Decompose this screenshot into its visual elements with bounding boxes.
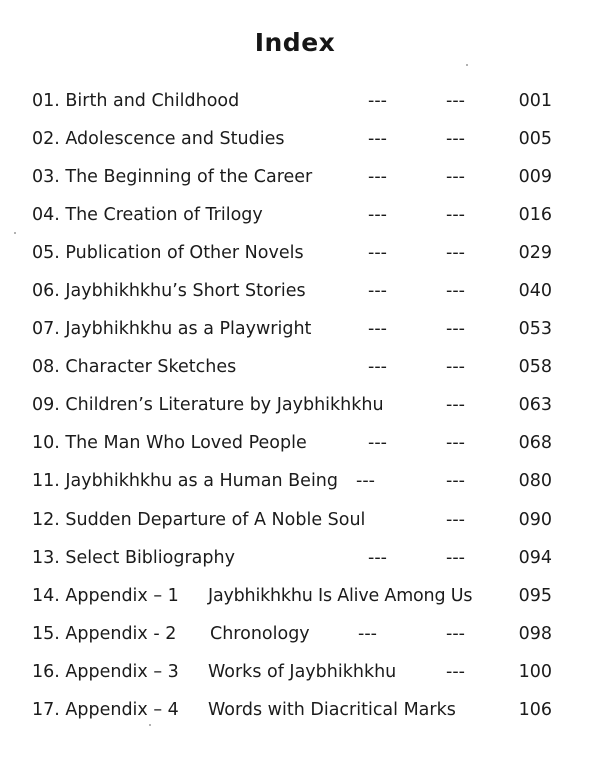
toc-entry (32, 202, 562, 240)
toc-page-number: 068 (518, 433, 552, 454)
toc-entry (32, 621, 562, 659)
toc-leader: --- (446, 319, 465, 340)
toc-leader: --- (368, 167, 387, 188)
toc-entry-title: 13. Select Bibliography (32, 547, 235, 568)
toc-leader: --- (368, 91, 387, 111)
toc-page-number: 090 (518, 509, 552, 530)
toc-entry (32, 126, 562, 164)
toc-entry (32, 164, 562, 202)
toc-page-number: 001 (518, 91, 552, 111)
toc-entry-title: 05. Publication of Other Novels (32, 243, 304, 264)
toc-page-number: 063 (518, 395, 552, 416)
toc-entry-subtitle: Words with Diacritical Marks (208, 699, 456, 720)
toc-leader: --- (368, 205, 387, 226)
toc-entry-subtitle: Jaybhikhkhu Is Alive Among Us (208, 585, 473, 606)
toc-entry (32, 507, 562, 545)
toc-entry-title: 16. Appendix – 3 (32, 661, 179, 682)
table-of-contents (32, 88, 562, 735)
toc-leader: --- (368, 243, 387, 264)
toc-entry-subtitle: Works of Jaybhikhkhu (208, 661, 397, 682)
toc-entry (32, 659, 562, 697)
toc-leader: --- (368, 319, 387, 340)
toc-page-number: 095 (518, 585, 552, 606)
toc-entry (32, 88, 562, 126)
toc-leader: --- (446, 281, 465, 302)
toc-leader: --- (446, 205, 465, 226)
toc-entry (32, 354, 562, 392)
toc-page-number: 098 (518, 623, 552, 644)
page-title: Index (254, 28, 336, 57)
toc-leader: --- (446, 471, 465, 492)
toc-leader: --- (446, 623, 465, 644)
toc-entry (32, 545, 562, 583)
toc-leader: --- (368, 547, 387, 568)
toc-leader: --- (358, 623, 377, 644)
toc-leader: --- (356, 471, 375, 492)
toc-entry (32, 583, 562, 621)
toc-leader: --- (368, 129, 387, 150)
toc-leader: --- (446, 395, 465, 416)
toc-leader: --- (368, 357, 387, 378)
toc-leader: --- (446, 661, 465, 682)
toc-page-number: 040 (518, 281, 552, 302)
toc-page-number: 106 (518, 699, 552, 720)
toc-page-number: 058 (518, 357, 552, 378)
toc-entry-title: 03. The Beginning of the Career (32, 167, 313, 188)
toc-entry (32, 468, 562, 506)
toc-leader: --- (446, 91, 465, 111)
toc-entry (32, 240, 562, 278)
toc-entry-title: 14. Appendix – 1 (32, 585, 179, 606)
toc-page-number: 016 (518, 205, 552, 226)
toc-entry-title: 12. Sudden Departure of A Noble Soul (32, 509, 366, 530)
toc-leader: --- (446, 547, 465, 568)
toc-entry (32, 316, 562, 354)
toc-page-number: 005 (518, 129, 552, 150)
toc-entry-title: 15. Appendix - 2 (32, 623, 177, 644)
toc-leader: --- (446, 243, 465, 264)
toc-entry-title: 01. Birth and Childhood (32, 91, 240, 111)
scan-speck (14, 232, 16, 234)
toc-page-number: 100 (518, 661, 552, 682)
toc-entry-title: 02. Adolescence and Studies (32, 129, 285, 150)
toc-page-number: 053 (518, 319, 552, 340)
toc-entry-title: 08. Character Sketches (32, 357, 237, 378)
toc-entry (32, 430, 562, 468)
toc-leader: --- (368, 433, 387, 454)
toc-leader: --- (446, 167, 465, 188)
toc-page-number: 029 (518, 243, 552, 264)
toc-entry (32, 278, 562, 316)
toc-leader: --- (446, 129, 465, 150)
toc-leader: --- (368, 281, 387, 302)
toc-entry-title: 11. Jaybhikhkhu as a Human Being (32, 471, 339, 492)
toc-entry-title: 09. Children’s Literature by Jaybhikhkhu (32, 395, 384, 416)
toc-entry (32, 697, 562, 735)
toc-leader: --- (446, 357, 465, 378)
toc-page-number: 009 (518, 167, 552, 188)
toc-entry-title: 04. The Creation of Trilogy (32, 205, 263, 226)
toc-entry-title: 17. Appendix – 4 (32, 699, 179, 720)
toc-leader: --- (446, 433, 465, 454)
toc-entry-title: 10. The Man Who Loved People (32, 433, 307, 454)
toc-entry-title: 06. Jaybhikhkhu’s Short Stories (32, 281, 306, 302)
toc-entry-title: 07. Jaybhikhkhu as a Playwright (32, 319, 312, 340)
scan-speck (466, 64, 468, 66)
toc-page-number: 080 (518, 471, 552, 492)
scan-speck (149, 724, 151, 726)
toc-entry-subtitle: Chronology (210, 623, 310, 644)
toc-page-number: 094 (518, 547, 552, 568)
toc-entry (32, 392, 562, 430)
toc-leader: --- (446, 509, 465, 530)
